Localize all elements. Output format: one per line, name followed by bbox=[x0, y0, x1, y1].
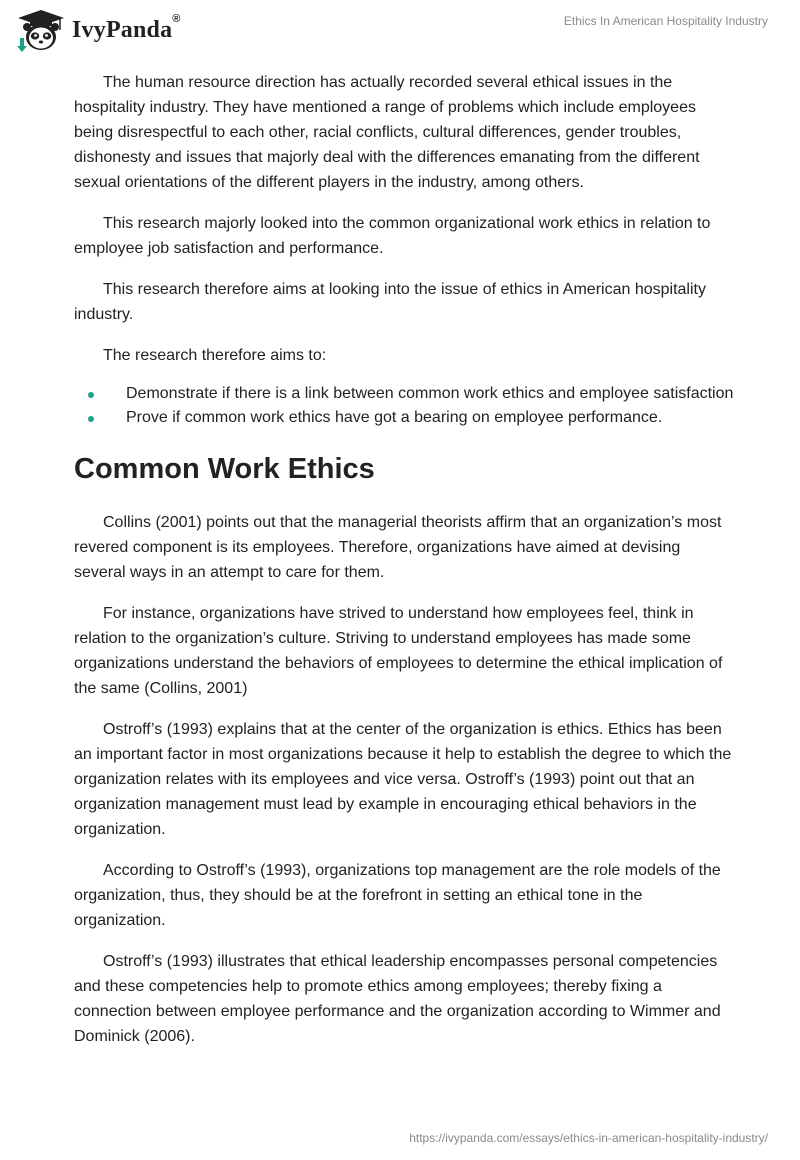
document-title: Ethics In American Hospitality Industry bbox=[563, 14, 768, 28]
essay-content bbox=[74, 70, 734, 1065]
list-item-text: Demonstrate if there is a link between common work ethics and employee satisfaction bbox=[126, 385, 734, 402]
panda-graduate-icon bbox=[14, 8, 68, 52]
paragraph: This research therefore aims at looking into the issue of ethics in American hospitality industry. bbox=[74, 281, 706, 323]
source-url-link[interactable]: https://ivypanda.com/essays/ethics-in-american-hospitality-industry/ bbox=[409, 1131, 768, 1145]
list-item-text: Prove if common work ethics have got a bearing on employee performance. bbox=[126, 409, 663, 426]
paragraph: Ostroff’s (1993) illustrates that ethical leadership encompasses personal competencies and these competencies help to promote ethics among employees; thereby fixing a connection between employee performance and the organization according to Wimmer and Dominick (2006). bbox=[74, 953, 721, 1045]
aims-list bbox=[74, 382, 734, 430]
registered-mark: ® bbox=[172, 12, 181, 25]
bullet-icon bbox=[88, 416, 94, 422]
paragraph: The research therefore aims to: bbox=[103, 347, 327, 364]
paragraph: According to Ostroff’s (1993), organizations top management are the role models of the organization, thus, they should be at the forefront in setting an ethical tone in the organization. bbox=[74, 862, 721, 929]
list-item bbox=[74, 382, 734, 406]
section-heading: Common Work Ethics bbox=[74, 453, 375, 485]
paragraph: This research majorly looked into the common organizational work ethics in relation to employee job satisfaction and performance. bbox=[74, 215, 711, 257]
bullet-icon bbox=[88, 392, 94, 398]
paragraph: The human resource direction has actually recorded several ethical issues in the hospitality industry. They have mentioned a range of problems which include employees being disrespectful to each other, racial conflicts, cultural differences, gender troubles, dishonesty and issues that majorly deal with the differences emanating from the different sexual orientations of the different players in the industry, among others. bbox=[74, 74, 700, 191]
ivypanda-logo[interactable] bbox=[14, 8, 181, 52]
list-item bbox=[74, 406, 734, 430]
paragraph: For instance, organizations have strived to understand how employees feel, think in relation to the organization’s culture. Striving to understand employees has made some organizations understand the behaviors of employees to determine the ethical implication of the same (Collins, 2001) bbox=[74, 605, 723, 697]
brand-name: IvyPanda® bbox=[72, 12, 181, 43]
paragraph: Ostroff’s (1993) explains that at the center of the organization is ethics. Ethics has been an important factor in most organizations because it help to establish the degree to which the organization relates with its employees and vice versa. Ostroff’s (1993) point out that an organization management must lead by example in encouraging ethical behaviors in the organization. bbox=[74, 721, 732, 838]
page-header bbox=[0, 0, 800, 60]
paragraph: Collins (2001) points out that the managerial theorists affirm that an organization’s most revered component is its employees. Therefore, organizations have aimed at devising several ways in an attempt to care for them. bbox=[74, 514, 722, 581]
